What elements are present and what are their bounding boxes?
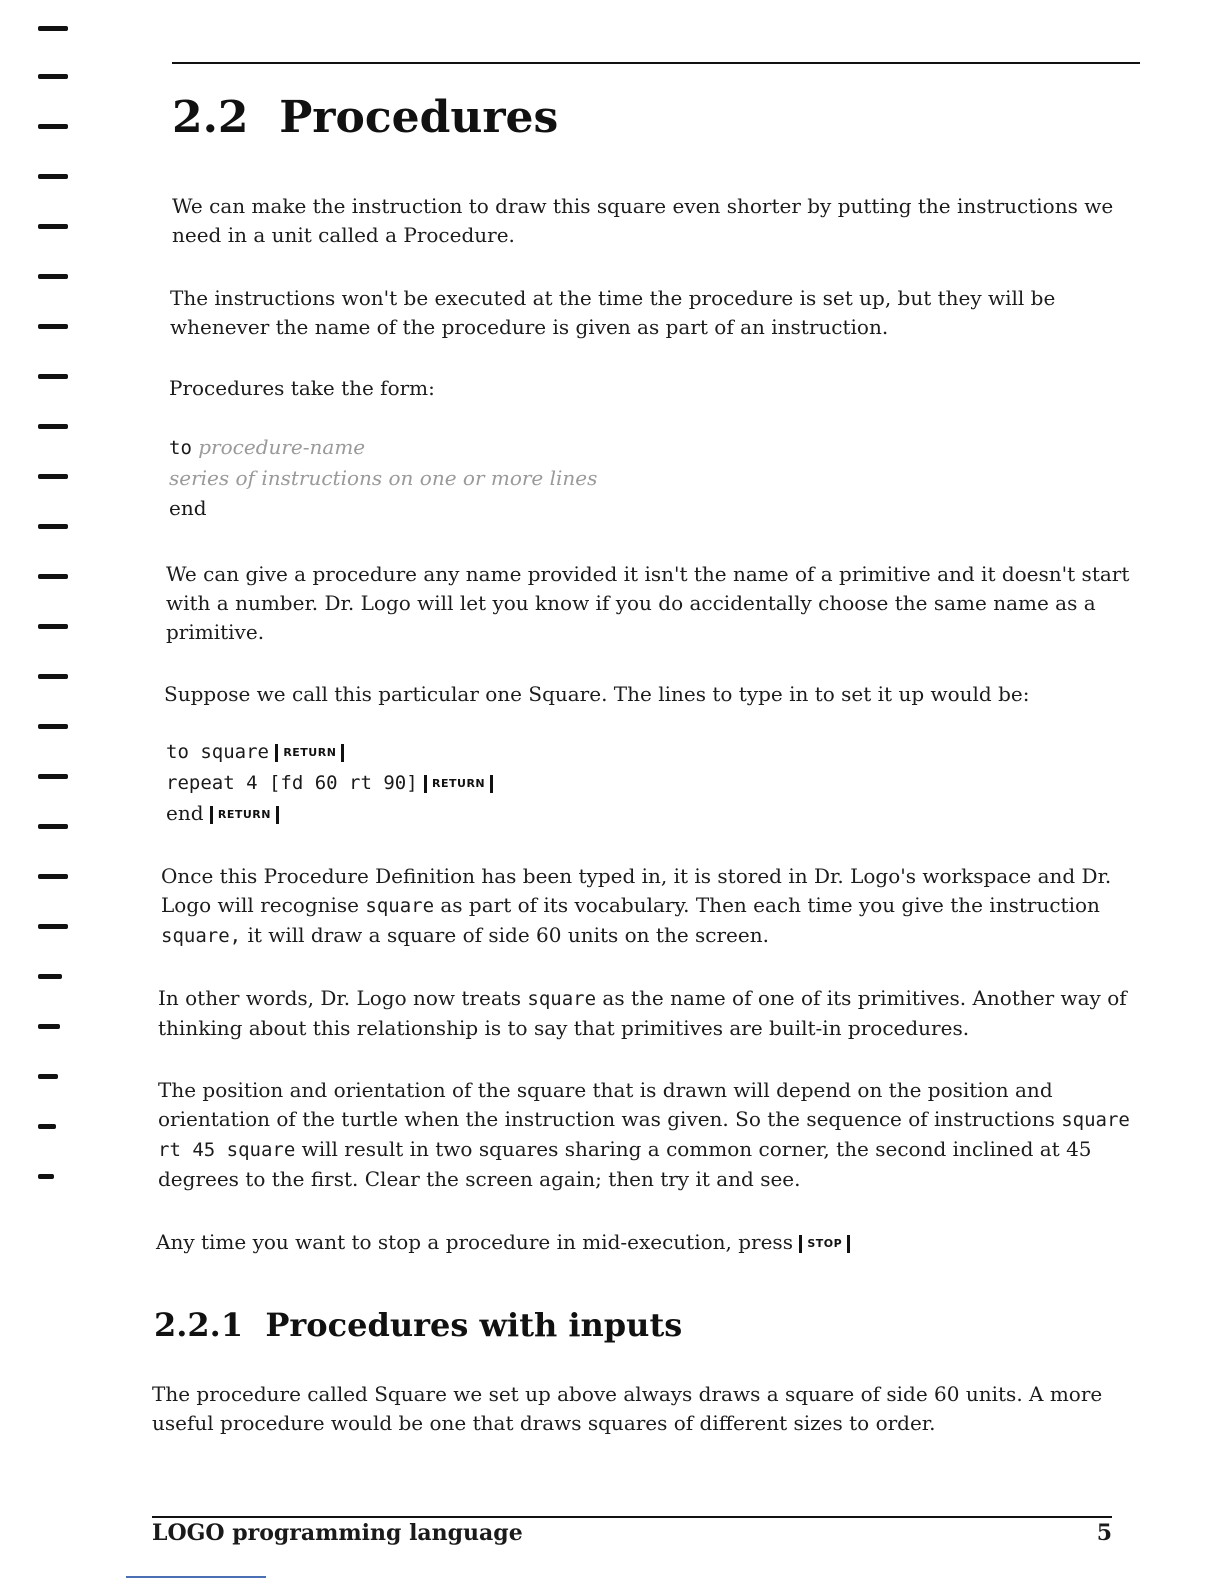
page-number: 5	[1096, 1520, 1112, 1546]
paragraph: We can give a procedure any name provided it isn't the name of a primitive and it doesn't start with a number. Dr. Logo will let you know if you do accidentally choose the same name as a primitive.	[166, 562, 1130, 644]
form-body: series of instructions on one or more lines	[169, 466, 598, 490]
form-keyword: to	[169, 437, 192, 459]
code-line: to square	[166, 741, 269, 763]
inline-code: square rt 45 square	[158, 1109, 1130, 1161]
procedure-form	[169, 432, 597, 523]
stop-key: STOP	[799, 1235, 850, 1253]
form-end: end	[169, 496, 207, 520]
section-heading	[172, 92, 558, 143]
paragraph: The instructions won't be executed at the time the procedure is set up, but they will be whenever the name of the procedure is given as part of an instruction.	[170, 286, 1056, 339]
return-key: RETURN	[210, 806, 279, 824]
top-rule	[172, 62, 1140, 64]
paragraph: Once this Procedure Definition has been typed in, it is stored in Dr. Logo's workspace and Dr. Logo will recognise square as part of its vocabulary. Then each time you give the instruction square, it will draw a square of side 60 units on the screen.	[161, 864, 1112, 947]
paragraph: The procedure called Square we set up above always draws a square of side 60 units. A more useful procedure would be one that draws squares of different sizes to order.	[152, 1382, 1103, 1435]
subsection-title: Procedures with inputs	[265, 1306, 683, 1344]
paragraph: Suppose we call this particular one Square. The lines to type in to set it up would be:	[164, 682, 1030, 706]
form-argument: procedure-name	[198, 435, 366, 459]
footer-rule	[152, 1516, 1112, 1518]
code-line: repeat 4 [fd 60 rt 90]	[166, 772, 418, 794]
paragraph: Procedures take the form:	[169, 376, 435, 400]
return-key: RETURN	[275, 744, 344, 762]
footer	[152, 1520, 1112, 1546]
code-block	[166, 736, 493, 828]
paragraph: The position and orientation of the square that is drawn will depend on the position and orientation of the turtle when the instruction was given. So the sequence of instructions square rt 45 square will result in two squares sharing a common corner, the second inclined at 45 degrees to the first. Clear the screen again; then try it and see.	[158, 1078, 1130, 1191]
binding-holes	[38, 18, 78, 1198]
section-number: 2.2	[172, 92, 249, 143]
inline-code: square	[365, 895, 435, 917]
subsection-heading	[154, 1306, 682, 1344]
paragraph: We can make the instruction to draw this square even shorter by putting the instructions we need in a unit called a Procedure.	[172, 194, 1114, 247]
section-title: Procedures	[279, 92, 559, 143]
inline-code: square	[527, 988, 597, 1010]
scan-artifact-line	[126, 1576, 266, 1578]
code-line: end	[166, 801, 204, 825]
footer-title: LOGO programming language	[152, 1520, 523, 1546]
subsection-number: 2.2.1	[154, 1306, 244, 1344]
paragraph: Any time you want to stop a procedure in mid-execution, press STOP	[156, 1228, 1128, 1257]
inline-code: square,	[161, 925, 242, 947]
paragraph: In other words, Dr. Logo now treats square as the name of one of its primitives. Another way of thinking about this relationship is to say that primitives are built-in procedures.	[158, 986, 1127, 1040]
return-key: RETURN	[424, 775, 493, 793]
